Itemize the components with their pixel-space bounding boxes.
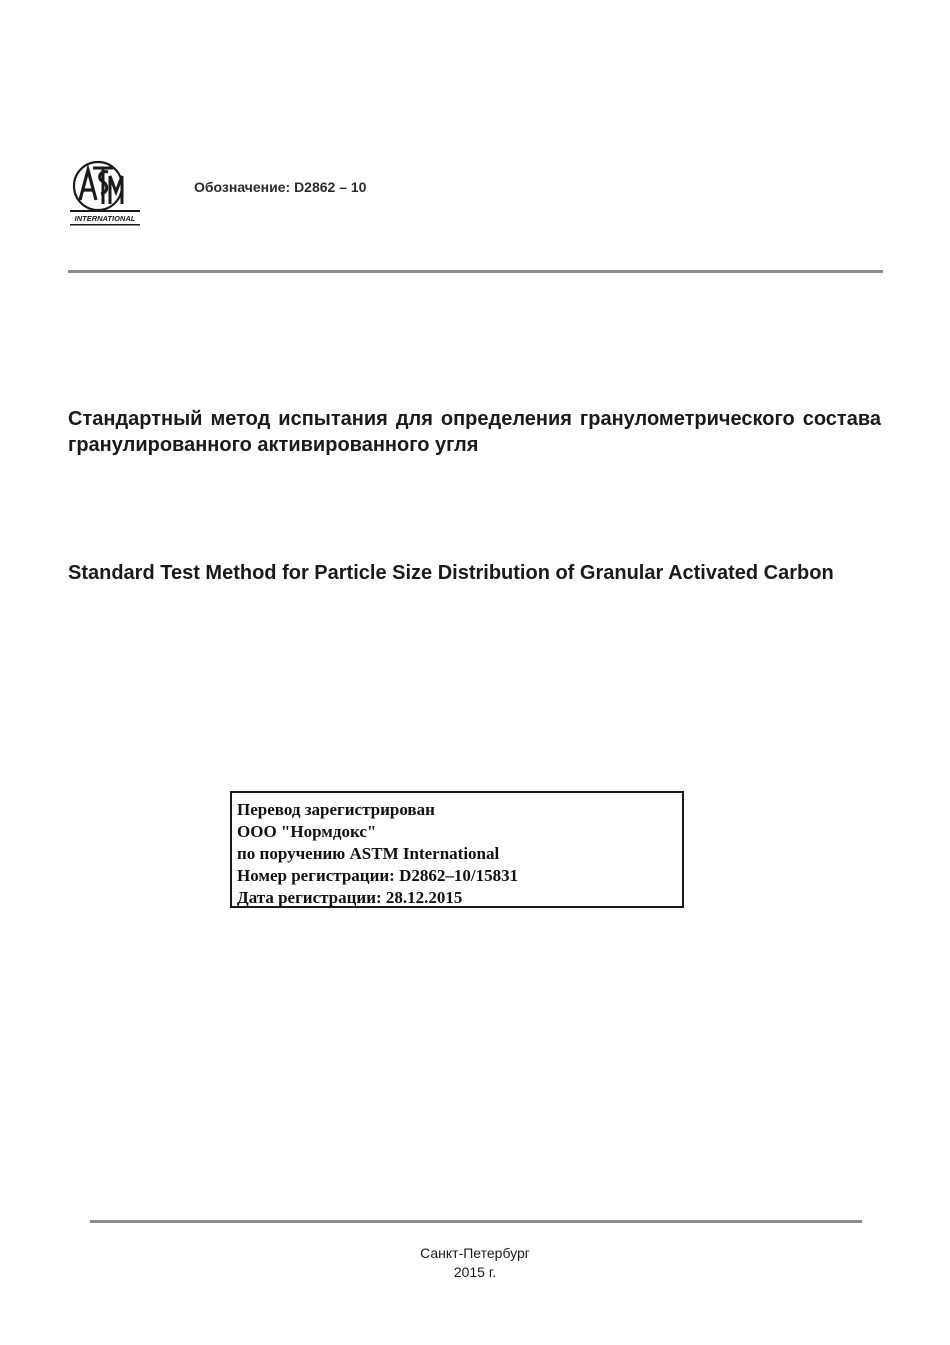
title-english: Standard Test Method for Particle Size Distribution of Granular Activated Carbon (68, 562, 834, 584)
footer (0, 1244, 950, 1282)
registration-line: ООО "Нормдокс" (237, 822, 377, 841)
designation: Обозначение: D2862 – 10 (194, 179, 367, 195)
top-divider (68, 270, 883, 273)
footer-year: 2015 г. (453, 1264, 497, 1280)
registration-box (230, 791, 684, 908)
title-russian: Стандартный метод испытания для определения гранулометрического состава гранулированного активированного угля (68, 408, 881, 456)
logo-text: INTERNATIONAL (74, 214, 136, 223)
registration-line: Перевод зарегистрирован (237, 800, 435, 819)
astm-logo-icon (66, 160, 144, 230)
astm-logo (66, 160, 144, 230)
registration-line: по поручению ASTM International (237, 844, 500, 863)
bottom-divider (90, 1220, 862, 1223)
footer-city: Санкт-Петербург (420, 1245, 530, 1261)
registration-date: Дата регистрации: 28.12.2015 (237, 888, 463, 907)
registration-number: Номер регистрации: D2862–10/15831 (237, 866, 519, 885)
